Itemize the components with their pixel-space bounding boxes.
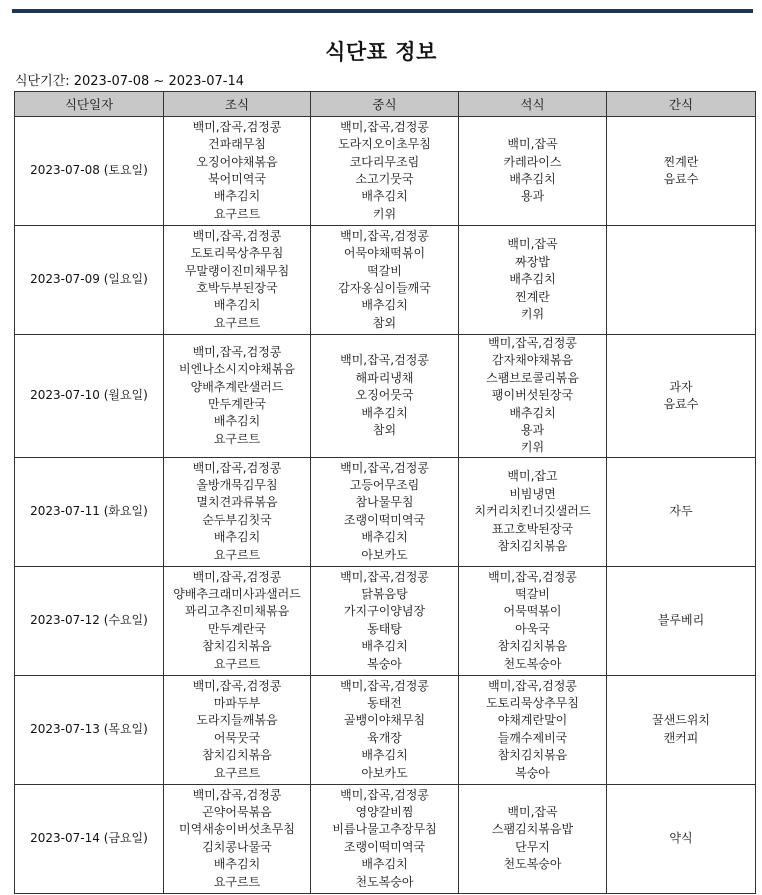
lunch-item: 영양갈비찜 [355, 805, 414, 820]
table-header-row [15, 92, 756, 117]
lunch-item: 복숭아 [367, 656, 402, 671]
header-date: 식단일자 [15, 92, 164, 117]
menu-date-cell: 2023-07-10 (월요일) [15, 335, 164, 458]
lunch-item: 배추김치 [361, 298, 408, 313]
lunch-item: 배추김치 [361, 189, 408, 204]
breakfast-cell [164, 566, 311, 675]
dinner-item: 배추김치 [509, 272, 556, 287]
breakfast-cell [164, 457, 311, 566]
dinner-item: 팽이버섯된장국 [491, 388, 574, 403]
lunch-item: 참외 [372, 423, 397, 438]
breakfast-item: 만두계란국 [208, 621, 266, 636]
dinner-item: 참치김치볶음 [497, 639, 568, 654]
lunch-item: 백미,잡곡,검정콩 [340, 678, 429, 693]
lunch-item: 백미,잡곡,검정콩 [340, 353, 429, 368]
breakfast-item: 멸치견과류볶음 [196, 495, 278, 510]
lunch-item: 배추김치 [361, 857, 408, 872]
breakfast-item: 요구르트 [213, 765, 261, 780]
breakfast-item: 무말랭이진미채무침 [184, 263, 290, 278]
breakfast-item: 요구르트 [213, 547, 261, 562]
breakfast-item: 마파두부 [213, 696, 261, 711]
lunch-cell [311, 117, 459, 226]
snack-item: 찐계란 [663, 154, 699, 169]
breakfast-cell [164, 117, 311, 226]
dinner-item: 찐계란 [515, 289, 550, 304]
lunch-cell [311, 335, 459, 458]
breakfast-cell [164, 226, 311, 335]
lunch-item: 백미,잡곡,검정콩 [340, 569, 429, 584]
menu-period: 식단기간: 2023-07-08 ~ 2023-07-14 [15, 74, 245, 89]
menu-date-cell: 2023-07-12 (수요일) [15, 566, 164, 675]
table-row [15, 784, 756, 893]
lunch-item: 참외 [372, 315, 397, 330]
lunch-item: 아보카도 [361, 547, 408, 562]
breakfast-item: 참치김치볶음 [202, 748, 272, 763]
table-row [15, 566, 756, 675]
breakfast-cell [164, 784, 311, 893]
breakfast-item: 곤약어묵볶음 [202, 805, 272, 820]
dinner-item: 도토리묵상추무침 [486, 696, 579, 711]
table-row [15, 457, 756, 566]
lunch-item: 오징어뭇국 [355, 388, 414, 403]
breakfast-item: 백미,잡곡,검정콩 [192, 569, 282, 584]
breakfast-item: 도토리묵상추무침 [190, 246, 284, 261]
header-breakfast: 조식 [164, 92, 311, 117]
lunch-cell [311, 784, 459, 893]
lunch-item: 도라지오이초무침 [338, 137, 431, 152]
dinner-item: 떡갈비 [515, 587, 550, 602]
dinner-cell [459, 566, 607, 675]
dinner-item: 백미,잡곡 [507, 237, 558, 252]
menu-table-body [15, 117, 756, 894]
breakfast-item: 만두계란국 [208, 396, 266, 411]
table-row [15, 226, 756, 335]
dinner-item: 들깨수제비국 [497, 730, 568, 745]
lunch-item: 코다리무조림 [349, 154, 420, 169]
snack-cell [607, 117, 756, 226]
dinner-item: 카레라이스 [503, 154, 562, 169]
dinner-item: 어묵떡볶이 [503, 604, 562, 619]
dinner-item: 스팸김치볶음밥 [491, 822, 574, 837]
lunch-item: 백미,잡곡,검정콩 [340, 787, 429, 802]
table-row [15, 117, 756, 226]
breakfast-item: 백미,잡곡,검정콩 [192, 119, 282, 134]
breakfast-item: 양배추크래미사과샐러드 [173, 587, 301, 602]
breakfast-item: 양배추계란샐러드 [190, 379, 284, 394]
dinner-item: 백미,잡고 [507, 469, 558, 484]
breakfast-item: 배추김치 [213, 189, 261, 204]
dinner-item: 용과 [520, 423, 545, 438]
breakfast-item: 배추김치 [213, 414, 261, 429]
lunch-item: 배추김치 [361, 405, 408, 420]
breakfast-cell [164, 335, 311, 458]
snack-cell [607, 226, 756, 335]
breakfast-item: 배추김치 [213, 298, 261, 313]
menu-date-cell: 2023-07-13 (목요일) [15, 675, 164, 784]
breakfast-item: 건파래무침 [208, 137, 266, 152]
lunch-item: 키위 [372, 206, 397, 221]
snack-cell [607, 335, 756, 458]
lunch-item: 배추김치 [361, 748, 408, 763]
lunch-item: 배추김치 [361, 639, 408, 654]
breakfast-item: 배추김치 [213, 530, 261, 545]
breakfast-item: 요구르트 [213, 315, 261, 330]
snack-item: 캔커피 [663, 730, 699, 745]
breakfast-item: 요구르트 [213, 431, 261, 446]
dinner-item: 백미,잡곡 [507, 805, 558, 820]
menu-date-cell: 2023-07-09 (일요일) [15, 226, 164, 335]
dinner-item: 배추김치 [509, 172, 556, 186]
dinner-item: 복숭아 [515, 765, 550, 780]
breakfast-item: 오징어야채볶음 [196, 154, 278, 169]
table-row [15, 675, 756, 784]
lunch-item: 떡갈비 [367, 263, 402, 278]
menu-date-cell: 2023-07-14 (금요일) [15, 784, 164, 893]
dinner-item: 천도복숭아 [503, 656, 562, 671]
lunch-item: 육개장 [367, 730, 402, 745]
breakfast-item: 순두부김칫국 [202, 512, 272, 527]
breakfast-item: 백미,잡곡,검정콩 [192, 678, 282, 693]
lunch-item: 배추김치 [361, 530, 408, 545]
dinner-item: 키위 [520, 440, 545, 455]
snack-item: 자두 [669, 504, 693, 519]
lunch-item: 천도복숭아 [355, 874, 414, 889]
dinner-item: 짜장밥 [515, 254, 550, 269]
breakfast-item: 호박두부된장국 [196, 281, 278, 295]
dinner-cell [459, 675, 607, 784]
dinner-item: 용과 [520, 189, 545, 204]
dinner-item: 참치김치볶음 [497, 748, 568, 763]
lunch-item: 참나물무침 [355, 495, 414, 510]
dinner-item: 단무지 [515, 839, 550, 854]
dinner-item: 감자채야채볶음 [491, 353, 574, 368]
breakfast-item: 북어미역국 [208, 172, 266, 186]
lunch-item: 조랭이떡미역국 [343, 839, 426, 854]
table-row [15, 335, 756, 458]
dinner-item: 아욱국 [515, 621, 550, 636]
dinner-item: 배추김치 [509, 405, 556, 420]
lunch-item: 비름나물고추장무침 [332, 822, 437, 837]
breakfast-item: 배추김치 [213, 857, 261, 872]
page-title: 식단표 정보 [325, 40, 437, 64]
snack-item: 음료수 [663, 396, 699, 411]
breakfast-item: 백미,잡곡,검정콩 [192, 344, 282, 359]
snack-cell [607, 675, 756, 784]
dinner-cell [459, 335, 607, 458]
breakfast-item: 백미,잡곡,검정콩 [192, 787, 282, 802]
snack-item: 블루베리 [657, 613, 705, 628]
header-lunch: 중식 [311, 92, 459, 117]
breakfast-cell [164, 675, 311, 784]
breakfast-item: 도라지들깨볶음 [196, 713, 278, 728]
snack-cell [607, 457, 756, 566]
breakfast-item: 백미,잡곡,검정콩 [192, 228, 282, 243]
breakfast-item: 참치김치볶음 [202, 639, 272, 654]
breakfast-item: 김치콩나물국 [202, 839, 272, 854]
lunch-item: 동태전 [367, 696, 402, 711]
breakfast-item: 미역새송이버섯초무침 [179, 822, 295, 837]
dinner-item: 백미,잡곡 [507, 137, 558, 152]
lunch-cell [311, 457, 459, 566]
header-dinner: 석식 [459, 92, 607, 117]
breakfast-item: 어묵뭇국 [213, 730, 261, 745]
dinner-cell [459, 226, 607, 335]
dinner-item: 치커리치킨너깃샐러드 [474, 504, 591, 519]
top-accent-bar [12, 9, 753, 13]
lunch-item: 동태탕 [367, 621, 402, 636]
dinner-item: 참치김치볶음 [497, 538, 568, 553]
lunch-item: 가지구이양념장 [343, 604, 426, 619]
breakfast-item: 올방개묵김무침 [196, 478, 278, 493]
header-snack: 간식 [607, 92, 756, 117]
dinner-item: 백미,잡곡,검정콩 [488, 678, 577, 693]
breakfast-item: 요구르트 [213, 206, 261, 221]
dinner-cell [459, 784, 607, 893]
dinner-item: 스팸브로콜리볶음 [486, 370, 579, 385]
dinner-item: 백미,잡곡,검정콩 [488, 336, 577, 350]
snack-item: 약식 [669, 831, 693, 846]
dinner-item: 표고호박된장국 [491, 521, 574, 536]
snack-item: 꿀샌드위치 [652, 713, 710, 728]
dinner-cell [459, 117, 607, 226]
lunch-item: 고등어무조림 [349, 478, 420, 493]
snack-item: 과자 [669, 379, 693, 394]
snack-cell [607, 784, 756, 893]
lunch-item: 골뱅이야채무침 [343, 713, 426, 728]
lunch-item: 감자옹심이들깨국 [338, 281, 431, 295]
breakfast-item: 백미,잡곡,검정콩 [192, 460, 282, 475]
lunch-item: 백미,잡곡,검정콩 [340, 228, 429, 243]
dinner-item: 비빔냉면 [509, 486, 556, 501]
lunch-cell [311, 226, 459, 335]
lunch-item: 어묵야채떡볶이 [343, 246, 426, 261]
lunch-item: 아보카도 [361, 765, 408, 780]
snack-item: 음료수 [663, 172, 699, 186]
breakfast-item: 꽈리고추진미채볶음 [184, 604, 290, 619]
lunch-cell [311, 675, 459, 784]
dinner-item: 천도복숭아 [503, 857, 562, 872]
lunch-item: 백미,잡곡,검정콩 [340, 460, 429, 475]
dinner-item: 백미,잡곡,검정콩 [488, 569, 577, 584]
lunch-item: 소고기뭇국 [355, 172, 414, 186]
breakfast-item: 요구르트 [213, 874, 261, 889]
lunch-item: 닭볶음탕 [361, 587, 408, 602]
menu-date-cell: 2023-07-08 (토요일) [15, 117, 164, 226]
menu-date-cell: 2023-07-11 (화요일) [15, 457, 164, 566]
lunch-item: 조랭이떡미역국 [343, 512, 426, 527]
dinner-item: 키위 [520, 307, 545, 322]
breakfast-item: 요구르트 [213, 656, 261, 671]
dinner-item: 야채계란말이 [497, 713, 568, 728]
breakfast-item: 비엔나소시지야채볶음 [179, 362, 295, 377]
snack-cell [607, 566, 756, 675]
menu-table [14, 91, 756, 894]
lunch-cell [311, 566, 459, 675]
lunch-item: 백미,잡곡,검정콩 [340, 119, 429, 134]
lunch-item: 해파리냉채 [355, 370, 414, 385]
dinner-cell [459, 457, 607, 566]
